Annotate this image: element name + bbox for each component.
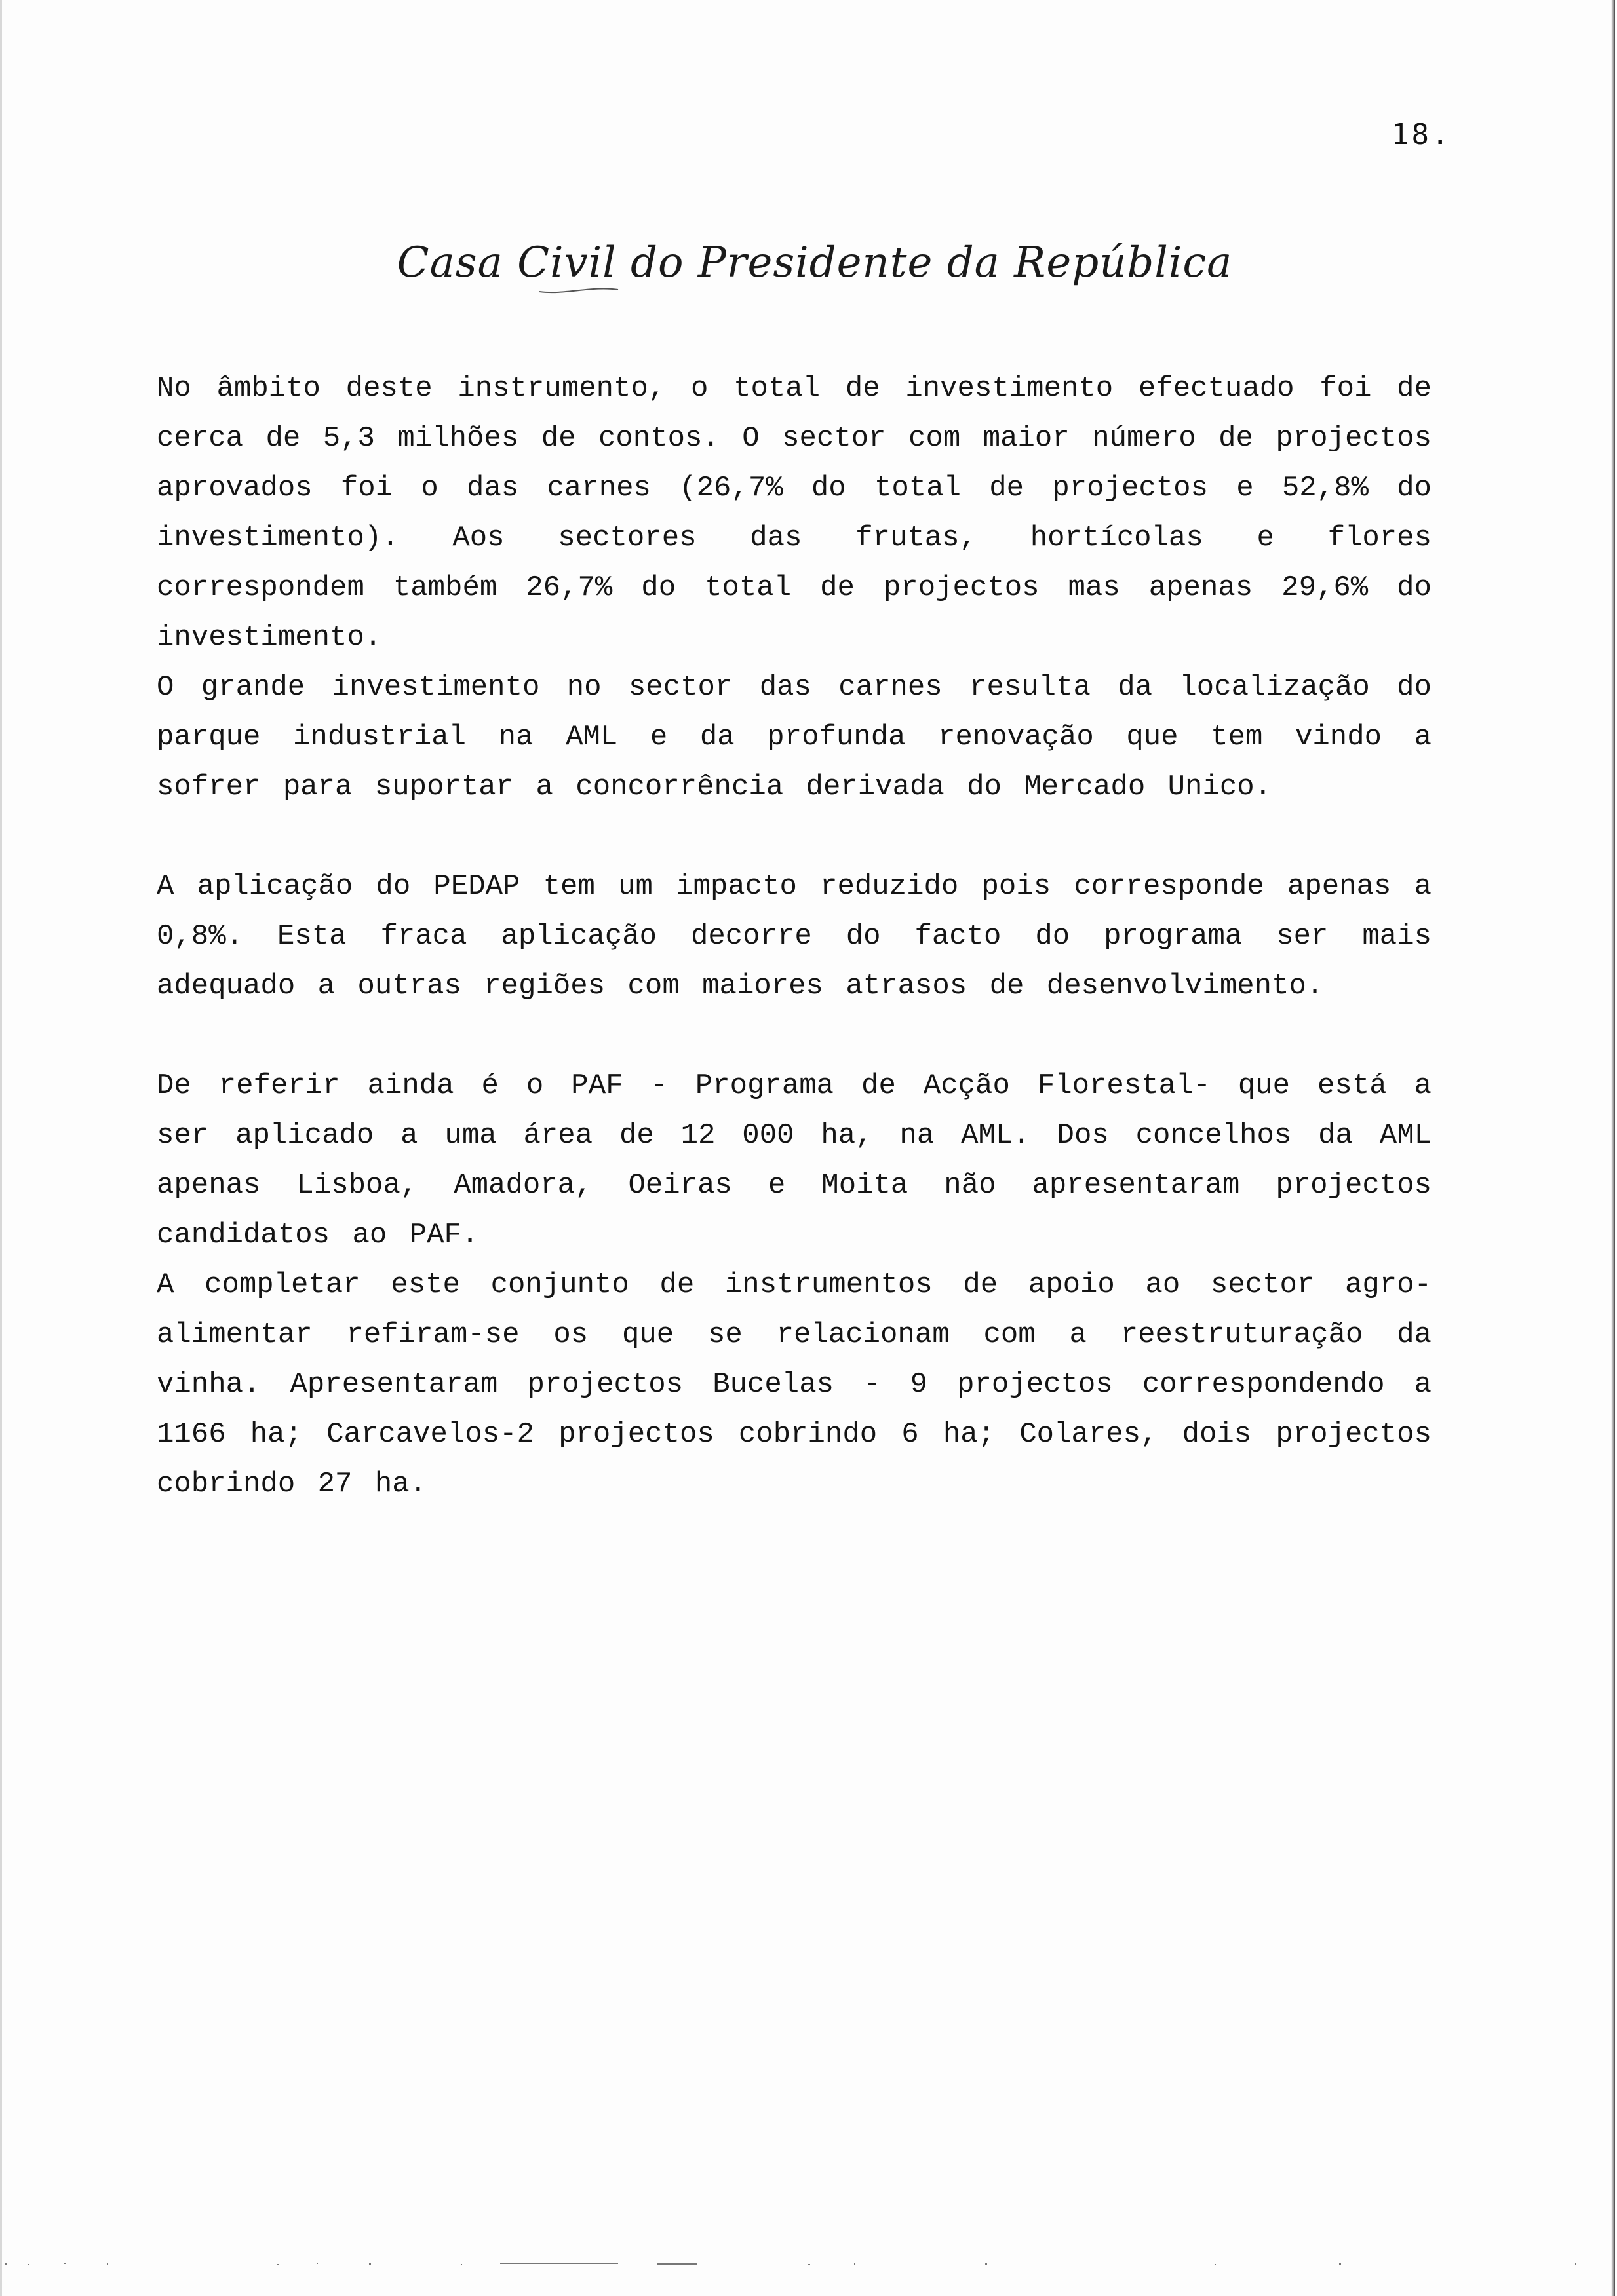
letterhead-flourish xyxy=(539,288,618,292)
paragraph-meat-sector: O grande investimento no sector das carnes resulta da localização do parque industrial na AML e da profunda renovação que tem vindo a sofrer para suportar a concorrência derivada do Mercado Unico. xyxy=(157,671,1432,803)
paragraph-paf: De referir ainda é o PAF - Programa de Acção Florestal- que está a ser aplicado a uma área de 12 000 ha, na AML. Dos concelhos da AML apenas Lisboa, Amadora, Oeiras e Moita não apresentaram projectos candidatos ao PAF. xyxy=(157,1069,1432,1252)
page-number: 18. xyxy=(1392,118,1452,151)
body-text xyxy=(157,364,1432,1509)
page-edge-shadow xyxy=(1611,0,1615,2296)
paragraph-investment: No âmbito deste instrumento, o total de investimento efectuado foi de cerca de 5,3 milhões de contos. O sector com maior número de projectos aprovados foi o das carnes (26,7% do total de projectos e 52,8% do investimento). Aos sectores das frutas, hortícolas e flores correspondem também 26,7% do total de projectos mas apenas 29,6% do investimento. xyxy=(157,372,1432,654)
paragraph-pedap: A aplicação do PEDAP tem um impacto reduzido pois corresponde apenas a 0,8%. Esta fraca aplicação decorre do facto do programa ser mais adequado a outras regiões com maiores atrasos de desenvolvimento. xyxy=(157,870,1432,1003)
letterhead xyxy=(397,229,1233,301)
letterhead-script xyxy=(397,229,1233,301)
scan-specks xyxy=(2,2254,1617,2274)
paragraph-gap xyxy=(157,812,1432,862)
letterhead-text: Casa Civil do Presidente da República xyxy=(397,239,1233,287)
paragraph-vineyard: A completar este conjunto de instrumentos de apoio ao sector agro-alimentar refiram-se os que se relacionam com a reestruturação da vinha. Apresentaram projectos Bucelas - 9 projectos correspondendo a 1166 ha; Carcavelos-2 projectos cobrindo 6 ha; Colares, dois projectos cobrindo 27 ha. xyxy=(157,1269,1432,1501)
paragraph-gap xyxy=(157,1011,1432,1061)
